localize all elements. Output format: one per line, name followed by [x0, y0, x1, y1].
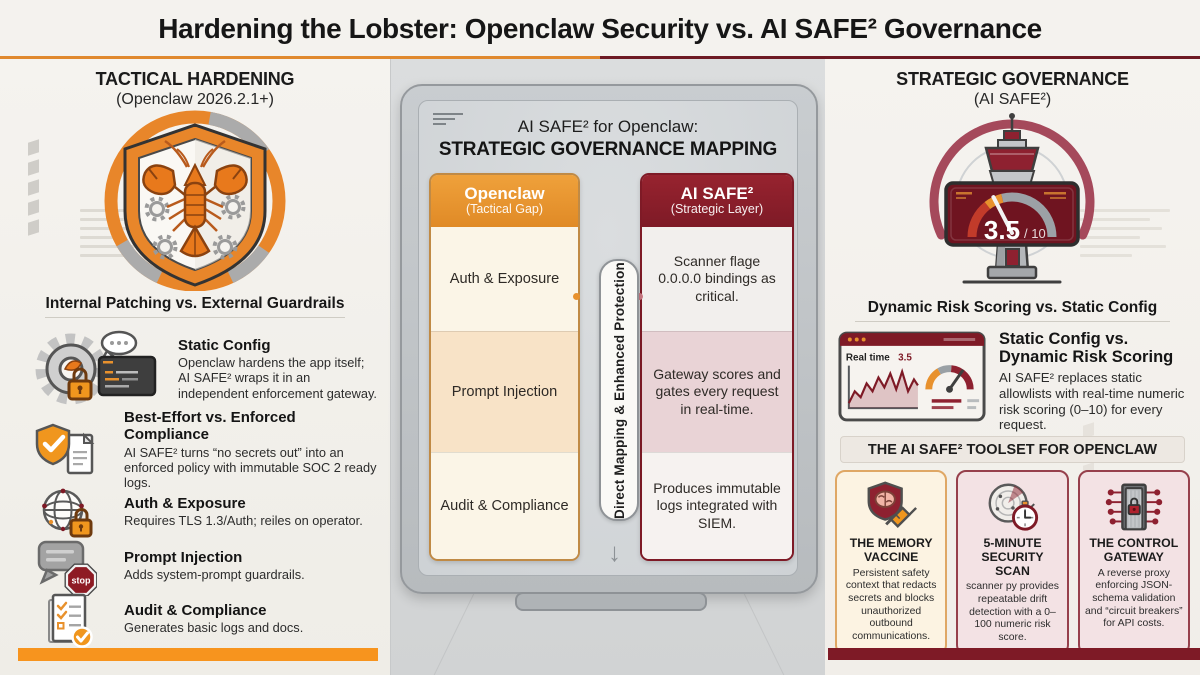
list-item-auth-exposure: [18, 485, 378, 539]
lobster-shield-icon: [87, 109, 303, 291]
globe-lock-icon: [37, 484, 95, 540]
gauge-max: / 10: [1024, 226, 1046, 241]
page-title: Hardening the Lobster: Openclaw Security vs. AI SAFE² Governance: [158, 12, 1042, 44]
card-desc: scanner py provides repeatable drift detection with a 0–100 numeric risk score.: [965, 581, 1059, 644]
chat-stop-sign-icon: [35, 536, 97, 596]
openclaw-row-prompt: Prompt Injection: [431, 331, 578, 452]
toolset-cards: [833, 470, 1192, 655]
openclaw-column-subtitle: (Tactical Gap): [465, 202, 544, 217]
center-heading-line2: STRATEGIC GOVERNANCE MAPPING: [438, 139, 778, 160]
list-item-prompt-injection: [18, 539, 378, 593]
item-desc: Adds system-prompt guardrails.: [124, 567, 305, 583]
openclaw-column-header: [431, 175, 578, 227]
left-bottom-bar: [18, 648, 378, 661]
hardening-items-list: [18, 323, 378, 645]
card-title: THE MEMORY VACCINE: [849, 536, 933, 564]
shield-check-document-icon: [34, 421, 98, 479]
risk-scoring-feature: [837, 330, 1190, 433]
card-control-gateway: [1078, 470, 1190, 655]
item-desc: Generates basic logs and docs.: [124, 620, 304, 636]
item-desc: Openclaw hardens the app itself; AI SAFE² wraps it in an independent enforcement gateway.: [178, 355, 377, 401]
safe-row-scanner: Scanner flage 0.0.0.0 bindings as critical.: [642, 227, 792, 331]
radar-stopwatch-icon: [983, 478, 1041, 534]
right-tagline: Dynamic Risk Scoring vs. Static Config: [867, 299, 1158, 316]
gauge-score: 3.5: [983, 215, 1021, 245]
gear-lock-code-icon: [23, 327, 163, 411]
item-title: Best-Effort vs. Enforced Compliance: [124, 409, 296, 444]
tablet-screen: [418, 100, 798, 576]
card-security-scan: [956, 470, 1068, 655]
center-heading-line1: AI SAFE² for Openclaw:: [517, 117, 699, 136]
connector-pill: [599, 259, 639, 521]
right-bottom-bar: [828, 648, 1200, 660]
openclaw-column: [429, 173, 580, 561]
right-panel-heading: STRATEGIC GOVERNANCE: [896, 69, 1129, 89]
card-memory-vaccine: [835, 470, 947, 655]
openclaw-row-auth: Auth & Exposure: [431, 227, 578, 331]
down-arrow-icon: ↓: [608, 537, 621, 567]
list-item-audit-compliance: [18, 593, 378, 645]
left-tagline: Internal Patching vs. External Guardrails: [45, 295, 345, 312]
strategic-governance-panel: [825, 59, 1200, 675]
decoration-chevrons-left: [28, 141, 39, 241]
safe-row-logs: Produces immutable logs integrated with SIEM.: [642, 452, 792, 559]
safe-column: [640, 173, 794, 561]
left-tagline-rule: [45, 317, 345, 318]
item-title: Audit & Compliance: [124, 602, 267, 620]
tactical-hardening-panel: [0, 59, 390, 675]
checklist-document-icon: [37, 590, 95, 648]
realtime-dashboard-icon: [837, 330, 987, 423]
left-panel-subheading: (Openclaw 2026.2.1+): [116, 91, 274, 108]
item-desc: Requires TLS 1.3/Auth; reiles on operator.: [124, 513, 363, 529]
divider-orange: [0, 56, 600, 59]
divider-maroon: [600, 56, 1200, 59]
safe-row-gateway: Gateway scores and gates every request in real-time.: [642, 331, 792, 452]
right-tagline-rule: [855, 321, 1170, 322]
openclaw-row-audit: Audit & Compliance: [431, 452, 578, 559]
toolset-section: [833, 436, 1192, 655]
connector-dot-left: [573, 293, 580, 300]
control-tower-gauge-icon: [902, 107, 1122, 297]
title-bar: [0, 0, 1200, 57]
door-lock-circuit-icon: [1105, 478, 1163, 534]
item-desc: AI SAFE² turns “no secrets out” into an enforced policy with immutable SOC 2 ready logs.: [124, 444, 377, 491]
thumb-label: Real time: [845, 352, 890, 364]
feature-desc: AI SAFE² replaces static allowlists with real-time numeric risk scoring (0–10) for every request.: [999, 369, 1185, 433]
list-item-static-config: [18, 323, 378, 415]
item-title: Auth & Exposure: [124, 495, 246, 513]
item-title: Prompt Injection: [124, 549, 243, 567]
openclaw-column-title: Openclaw: [464, 183, 545, 203]
item-title: Static Config: [178, 336, 271, 354]
left-panel-heading: TACTICAL HARDENING: [95, 69, 295, 89]
safe-column-subtitle: (Strategic Layer): [670, 202, 764, 217]
card-title: THE CONTROL GATEWAY: [1089, 536, 1179, 564]
stop-label: stop: [71, 575, 91, 586]
feature-title: Static Config vs. Dynamic Risk Scoring: [999, 330, 1174, 367]
connector-label: Direct Mapping & Enhanced Protection: [611, 261, 627, 519]
safe-column-header: [642, 175, 792, 227]
card-desc: Persistent safety context that redacts secrets and blocks unauthorized outbound communications.: [845, 567, 937, 642]
safe-column-title: AI SAFE²: [680, 183, 754, 203]
card-title: 5-MINUTE SECURITY SCAN: [981, 536, 1044, 578]
right-panel-subheading: (AI SAFE²): [973, 91, 1052, 108]
card-desc: A reverse proxy enforcing JSON-schema validation and “circuit breakers” for API costs.: [1085, 567, 1183, 630]
governance-mapping-panel: [390, 59, 827, 675]
toolset-heading: THE AI SAFE² TOOLSET FOR OPENCLAW: [840, 436, 1185, 463]
thumb-value: 3.5: [898, 352, 912, 364]
tablet-frame: [400, 84, 818, 594]
list-item-compliance: [18, 409, 378, 491]
shield-brain-syringe-icon: [862, 478, 920, 534]
tablet-stand: [515, 592, 707, 611]
